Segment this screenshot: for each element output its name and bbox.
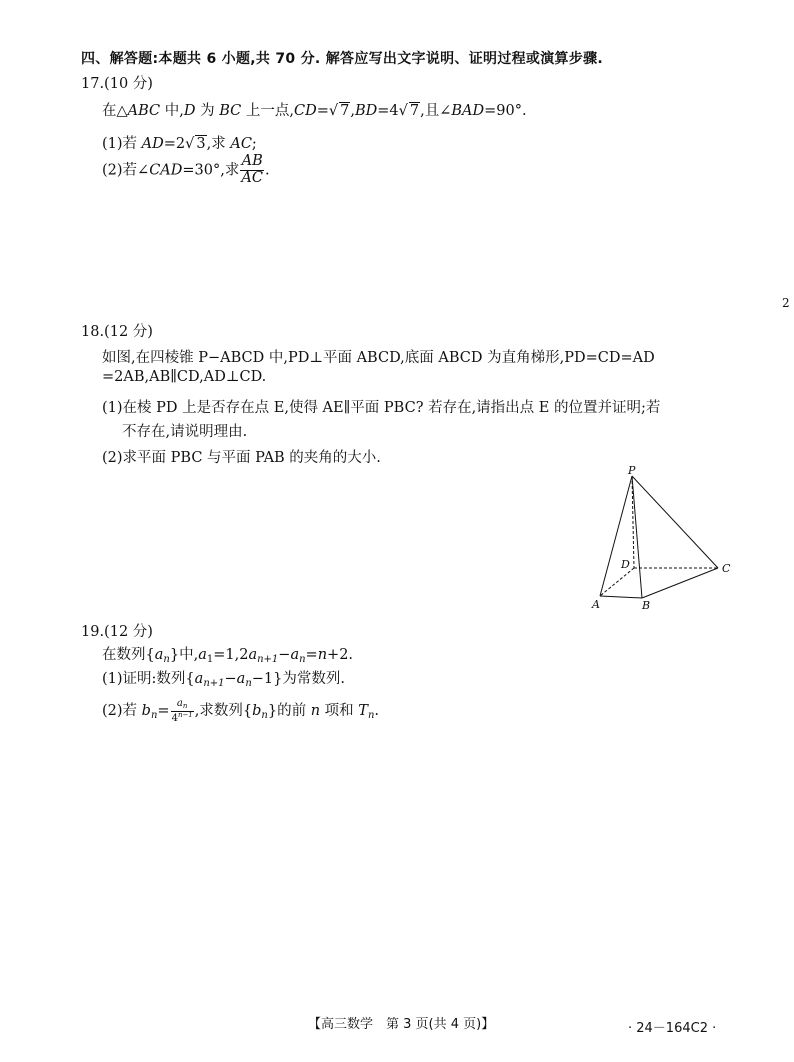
q17-part1: (1)若 AD=2√ 3,求 AC; [102,136,257,152]
q18-stem-line2: =2AB,AB∥CD,AD⊥CD. [102,369,267,385]
label-P: P [628,464,636,477]
label-D: D [621,558,630,571]
label-B: B [642,599,651,612]
q18-part2: (2)求平面 PBC 与平面 PAB 的夹角的大小. [102,450,381,466]
q17-stem: 在△ABC 中,D 为 BC 上一点,CD=√ 7,BD=4√ 7,且∠BAD=90°. [102,103,527,119]
q19-part1: (1)证明:数列$\{a_{n+1}-a_n-1\}$为常数列. [102,671,345,689]
edge-PA [600,476,632,596]
edge-AB [600,596,642,598]
label-A: A [592,598,600,611]
q19-part2: (2)若 $b_n=$ $\frac{a_n}{4^{n-1}}$ ,求数列$\{b_n\}$的前 n 项和 $T_n$. [102,698,379,724]
q19-fraction: $\frac{a_n}{4^{n-1}}$ [171,698,193,724]
edge-DA [600,568,634,596]
pyramid-figure [580,464,740,614]
q19-stem: 在数列$\{a_n\}$中$,a_1=1,2a_{n+1}-a_n=n+2$. [102,647,354,665]
q18-stem-line1: 如图,在四棱锥 P−ABCD 中,PD⊥平面 ABCD,底面 ABCD 为直角梯形,PD=CD=AD [102,350,655,366]
footer-code: · 24－164C2 · [628,1021,717,1036]
q18-part1-line2: 不存在,请说明理由. [122,424,248,440]
section-title: 四、解答题:本题共 6 小题,共 70 分. 解答应写出文字说明、证明过程或演算步骤. [81,51,604,67]
q18-part1-line1: (1)在棱 PD 上是否存在点 E,使得 AE∥平面 PBC? 若存在,请指出点 E 的位置并证明;若 [102,400,661,416]
edge-BC [642,568,718,598]
edge-PC [632,476,718,568]
margin-mark: 2 [782,296,790,310]
q17-fraction: $\frac{AB}{AC}$ [241,153,263,186]
q19-number: 19.(12 分) [81,624,153,640]
label-C: C [722,562,731,575]
q17-part2: (2)若∠CAD=30°,求 $\frac{AB}{AC}$ . [102,153,270,186]
footer-page-info: 【高三数学 第 3 页(共 4 页)】 [308,1017,495,1032]
q17-number: 17.(10 分) [81,76,153,92]
q18-number: 18.(12 分) [81,324,153,340]
